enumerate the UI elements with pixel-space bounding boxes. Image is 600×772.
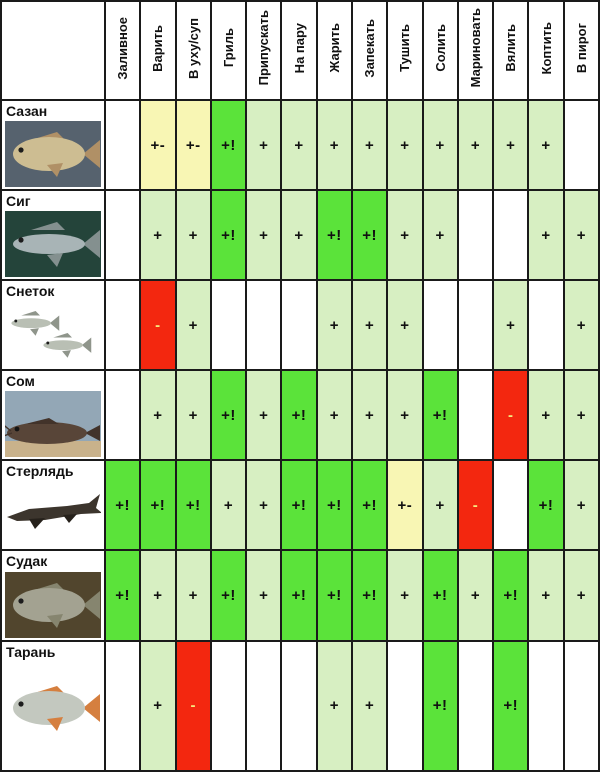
cell-1-2: +- <box>140 100 175 190</box>
cell-7-2: + <box>140 641 175 771</box>
cell-4-14: + <box>564 370 599 460</box>
fish-name: Снеток <box>6 283 55 300</box>
cell-4-8: + <box>352 370 387 460</box>
header-row <box>1 1 599 100</box>
cell-4-1 <box>105 370 140 460</box>
cell-6-8: +! <box>352 550 387 640</box>
fish-name: Стерлядь <box>6 463 74 480</box>
column-header-10 <box>423 1 458 100</box>
column-header-5 <box>246 1 281 100</box>
column-header-label: Солить <box>432 24 448 72</box>
cell-4-2: + <box>140 370 175 460</box>
cell-2-10: + <box>423 190 458 280</box>
fish-cell <box>1 190 105 280</box>
cell-6-3: + <box>176 550 211 640</box>
column-header-13 <box>528 1 563 100</box>
cell-5-1: +! <box>105 460 140 550</box>
cell-6-12: +! <box>493 550 528 640</box>
cell-6-9: + <box>387 550 422 640</box>
fish-cell <box>1 100 105 190</box>
corner-cell <box>1 1 105 100</box>
cell-2-11 <box>458 190 493 280</box>
cell-7-13 <box>528 641 563 771</box>
fish-name: Сом <box>6 373 35 390</box>
column-header-label: Гриль <box>220 28 236 68</box>
column-header-label: На пару <box>291 22 307 74</box>
cell-5-8: +! <box>352 460 387 550</box>
cell-5-2: +! <box>140 460 175 550</box>
cell-1-13: + <box>528 100 563 190</box>
cell-2-8: +! <box>352 190 387 280</box>
cell-3-11 <box>458 280 493 370</box>
cell-3-2: - <box>140 280 175 370</box>
cell-3-6 <box>281 280 316 370</box>
fish-row-7 <box>1 641 599 771</box>
fish-row-6 <box>1 550 599 640</box>
cell-1-7: + <box>317 100 352 190</box>
cell-7-7: + <box>317 641 352 771</box>
cell-3-14: + <box>564 280 599 370</box>
cell-1-4: +! <box>211 100 246 190</box>
cell-1-9: + <box>387 100 422 190</box>
column-header-label: Мариновать <box>467 8 483 88</box>
column-header-label: Тушить <box>397 24 413 72</box>
cell-3-12: + <box>493 280 528 370</box>
cell-1-8: + <box>352 100 387 190</box>
cell-5-14: + <box>564 460 599 550</box>
cell-2-13: + <box>528 190 563 280</box>
column-header-7 <box>317 1 352 100</box>
cell-6-6: +! <box>281 550 316 640</box>
cell-7-10: +! <box>423 641 458 771</box>
column-header-8 <box>352 1 387 100</box>
cell-3-8: + <box>352 280 387 370</box>
fish-name: Сазан <box>6 103 48 119</box>
cell-4-9: + <box>387 370 422 460</box>
cell-4-7: + <box>317 370 352 460</box>
fish-photo <box>5 572 101 638</box>
fish-cell <box>1 280 105 370</box>
cell-4-4: +! <box>211 370 246 460</box>
fish-cell <box>1 460 105 550</box>
cell-1-6: + <box>281 100 316 190</box>
fish-row-5 <box>1 460 599 550</box>
cell-7-1 <box>105 641 140 771</box>
cell-5-11: - <box>458 460 493 550</box>
cell-3-10 <box>423 280 458 370</box>
cell-1-14 <box>564 100 599 190</box>
cell-7-6 <box>281 641 316 771</box>
fish-row-1 <box>1 100 599 190</box>
fish-photo <box>5 301 101 367</box>
cell-3-5 <box>246 280 281 370</box>
cell-5-5: + <box>246 460 281 550</box>
cell-7-12: +! <box>493 641 528 771</box>
cell-3-4 <box>211 280 246 370</box>
cell-2-1 <box>105 190 140 280</box>
cell-2-9: + <box>387 190 422 280</box>
column-header-label: Запекать <box>362 18 378 78</box>
cell-4-10: +! <box>423 370 458 460</box>
fish-name: Судак <box>6 553 48 570</box>
cell-5-10: + <box>423 460 458 550</box>
cell-6-1: +! <box>105 550 140 640</box>
cell-6-14: + <box>564 550 599 640</box>
column-header-11 <box>458 1 493 100</box>
cell-4-13: + <box>528 370 563 460</box>
cell-6-11: + <box>458 550 493 640</box>
cell-7-8: + <box>352 641 387 771</box>
column-header-9 <box>387 1 422 100</box>
fish-row-4 <box>1 370 599 460</box>
cell-2-6: + <box>281 190 316 280</box>
column-header-label: Варить <box>150 24 166 72</box>
cell-4-12: - <box>493 370 528 460</box>
cell-3-7: + <box>317 280 352 370</box>
cell-1-5: + <box>246 100 281 190</box>
cell-7-9 <box>387 641 422 771</box>
fish-photo <box>5 675 101 741</box>
cell-2-3: + <box>176 190 211 280</box>
cell-6-4: +! <box>211 550 246 640</box>
column-header-3 <box>176 1 211 100</box>
cell-4-6: +! <box>281 370 316 460</box>
cell-1-12: + <box>493 100 528 190</box>
cell-3-13 <box>528 280 563 370</box>
cell-3-1 <box>105 280 140 370</box>
cell-5-7: +! <box>317 460 352 550</box>
fish-cell <box>1 550 105 640</box>
cell-5-3: +! <box>176 460 211 550</box>
column-header-14 <box>564 1 599 100</box>
column-header-label: Заливное <box>115 16 131 80</box>
column-header-2 <box>140 1 175 100</box>
fish-name: Сиг <box>6 193 31 210</box>
column-header-6 <box>281 1 316 100</box>
column-header-label: Жарить <box>326 23 342 73</box>
cell-6-5: + <box>246 550 281 640</box>
cell-2-14: + <box>564 190 599 280</box>
column-header-12 <box>493 1 528 100</box>
column-header-label: В пирог <box>573 22 589 74</box>
fish-row-2 <box>1 190 599 280</box>
cell-5-9: +- <box>387 460 422 550</box>
cell-7-5 <box>246 641 281 771</box>
fish-name: Тарань <box>6 643 56 660</box>
cell-5-4: + <box>211 460 246 550</box>
fish-photo <box>5 211 101 277</box>
cell-4-5: + <box>246 370 281 460</box>
cell-1-1 <box>105 100 140 190</box>
cell-6-13: + <box>528 550 563 640</box>
cell-6-2: + <box>140 550 175 640</box>
cell-3-9: + <box>387 280 422 370</box>
cell-7-14 <box>564 641 599 771</box>
cell-4-11 <box>458 370 493 460</box>
fish-photo <box>5 481 101 547</box>
column-header-1 <box>105 1 140 100</box>
column-header-label: Припускать <box>256 10 272 86</box>
cell-1-3: +- <box>176 100 211 190</box>
cell-6-7: +! <box>317 550 352 640</box>
column-header-4 <box>211 1 246 100</box>
column-header-label: Вялить <box>503 24 519 72</box>
cell-2-7: +! <box>317 190 352 280</box>
cell-5-13: +! <box>528 460 563 550</box>
cell-2-5: + <box>246 190 281 280</box>
cell-7-11 <box>458 641 493 771</box>
cell-4-3: + <box>176 370 211 460</box>
fish-photo <box>5 391 101 457</box>
cell-5-6: +! <box>281 460 316 550</box>
cell-7-4 <box>211 641 246 771</box>
cell-2-4: +! <box>211 190 246 280</box>
cell-6-10: +! <box>423 550 458 640</box>
column-header-label: Коптить <box>538 21 554 75</box>
fish-row-3 <box>1 280 599 370</box>
cell-5-12 <box>493 460 528 550</box>
cell-3-3: + <box>176 280 211 370</box>
column-header-label: В уху/суп <box>185 17 201 79</box>
fish-cell <box>1 641 105 771</box>
cell-1-10: + <box>423 100 458 190</box>
fish-cell <box>1 370 105 460</box>
cell-2-12 <box>493 190 528 280</box>
cell-7-3: - <box>176 641 211 771</box>
cell-1-11: + <box>458 100 493 190</box>
cell-2-2: + <box>140 190 175 280</box>
fish-photo <box>5 121 101 187</box>
